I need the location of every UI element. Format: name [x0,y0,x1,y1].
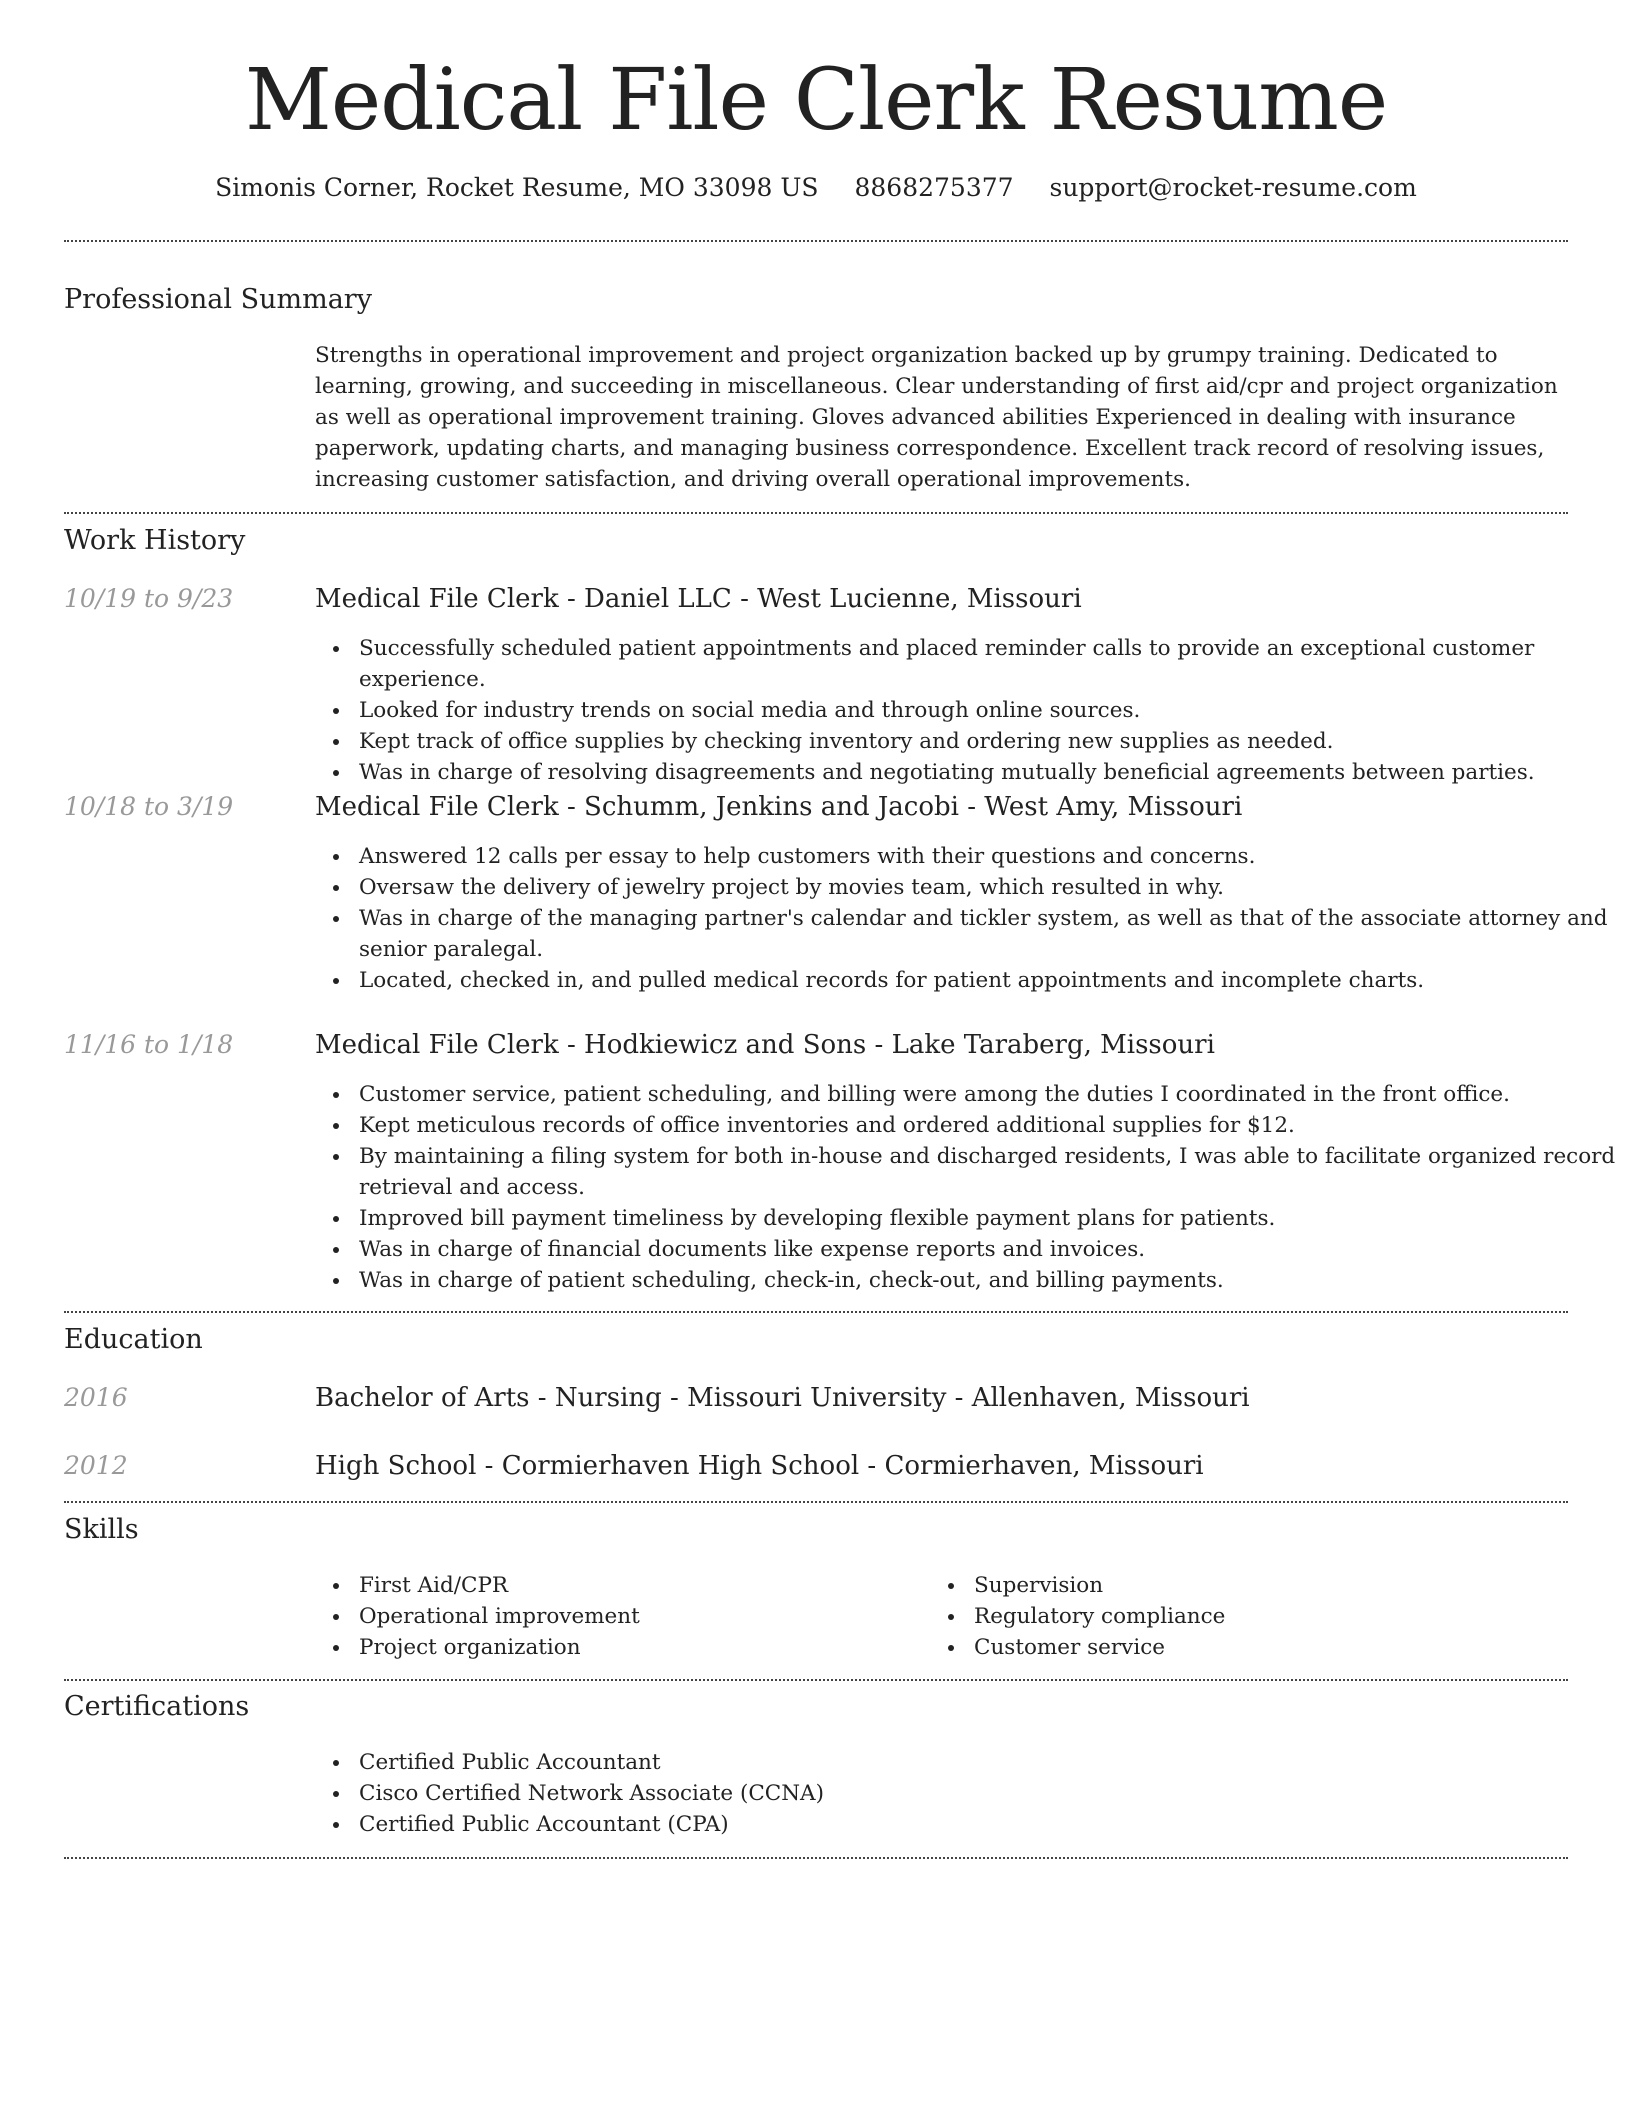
list-item: Answered 12 calls per essay to help customers with their questions and concerns. [359,841,1619,872]
list-item: Was in charge of resolving disagreements and negotiating mutually beneficial agreements between parties. [359,757,1619,788]
skill-item: Supervision [974,1570,1574,1601]
resume-title: Medical File Clerk Resume [244,51,1388,150]
education-title: High School - Cormierhaven High School - Cormierhaven, Missouri [315,1451,1204,1481]
list-item: Successfully scheduled patient appointments and placed reminder calls to provide an exceptional customer experience. [359,633,1619,695]
section-heading-certifications: Certifications [64,1691,250,1722]
section-heading-education: Education [64,1324,203,1355]
contact-phone: 8868275377 [854,173,1014,202]
job-title: Medical File Clerk - Schumm, Jenkins and Jacobi - West Amy, Missouri [315,792,1243,822]
divider [64,1857,1568,1859]
job-bullets [315,841,1619,996]
job-title: Medical File Clerk - Hodkiewicz and Sons - Lake Taraberg, Missouri [315,1030,1215,1060]
list-item: Was in charge of financial documents like expense reports and invoices. [359,1234,1619,1265]
education-title: Bachelor of Arts - Nursing - Missouri University - Allenhaven, Missouri [315,1383,1250,1413]
education-year: 2016 [64,1383,128,1412]
certification-item: Cisco Certified Network Associate (CCNA) [359,1778,1619,1809]
list-item: Improved bill payment timeliness by developing flexible payment plans for patients. [359,1203,1619,1234]
list-item: Located, checked in, and pulled medical records for patient appointments and incomplete charts. [359,965,1619,996]
list-item: Customer service, patient scheduling, and billing were among the duties I coordinated in the front office. [359,1079,1619,1110]
skill-item: Operational improvement [359,1601,959,1632]
list-item: Looked for industry trends on social media and through online sources. [359,695,1619,726]
certification-item: Certified Public Accountant [359,1747,1619,1778]
list-item: Oversaw the delivery of jewelry project by movies team, which resulted in why. [359,872,1619,903]
divider [64,1501,1568,1503]
section-heading-skills: Skills [64,1514,139,1545]
skill-item: Customer service [974,1632,1574,1663]
divider [64,512,1568,514]
divider [64,1311,1568,1313]
job-dates: 10/18 to 3/19 [64,792,234,821]
certification-item: Certified Public Accountant (CPA) [359,1809,1619,1840]
summary-text: Strengths in operational improvement and project organization backed up by grumpy training. Dedicated to learning, growing, and succeeding in miscellaneous. Clear understanding of first aid/cpr and project organization as well as operational improvement training. Gloves advanced abilities Experienced in dealing with insurance paperwork, updating charts, and managing business correspondence. Excellent track record of resolving issues, increasing customer satisfaction, and driving overall operational improvements. [315,343,1558,492]
divider [64,240,1568,242]
skill-item: Regulatory compliance [974,1601,1574,1632]
divider [64,1679,1568,1681]
job-title: Medical File Clerk - Daniel LLC - West Lucienne, Missouri [315,584,1082,614]
skill-item: First Aid/CPR [359,1570,959,1601]
job-bullets [315,1079,1619,1296]
list-item: Was in charge of patient scheduling, check-in, check-out, and billing payments. [359,1265,1619,1296]
certifications-list [315,1747,1619,1840]
skills-list-right [930,1570,1574,1663]
contact-email: support@rocket-resume.com [1049,173,1417,202]
job-bullets [315,633,1619,788]
section-heading-work-history: Work History [64,525,246,556]
list-item: Kept meticulous records of office inventories and ordered additional supplies for $12. [359,1110,1619,1141]
contact-line [0,170,1632,206]
section-heading-summary: Professional Summary [64,284,372,315]
list-item: Was in charge of the managing partner's calendar and tickler system, as well as that of the associate attorney and senior paralegal. [359,903,1619,965]
job-dates: 10/19 to 9/23 [64,584,234,613]
job-dates: 11/16 to 1/18 [64,1030,234,1059]
education-year: 2012 [64,1451,128,1480]
skill-item: Project organization [359,1632,959,1663]
contact-address: Simonis Corner, Rocket Resume, MO 33098 US [215,173,819,202]
list-item: Kept track of office supplies by checking inventory and ordering new supplies as needed. [359,726,1619,757]
skills-list-left [315,1570,959,1663]
list-item: By maintaining a filing system for both in-house and discharged residents, I was able to facilitate organized record retrieval and access. [359,1141,1619,1203]
